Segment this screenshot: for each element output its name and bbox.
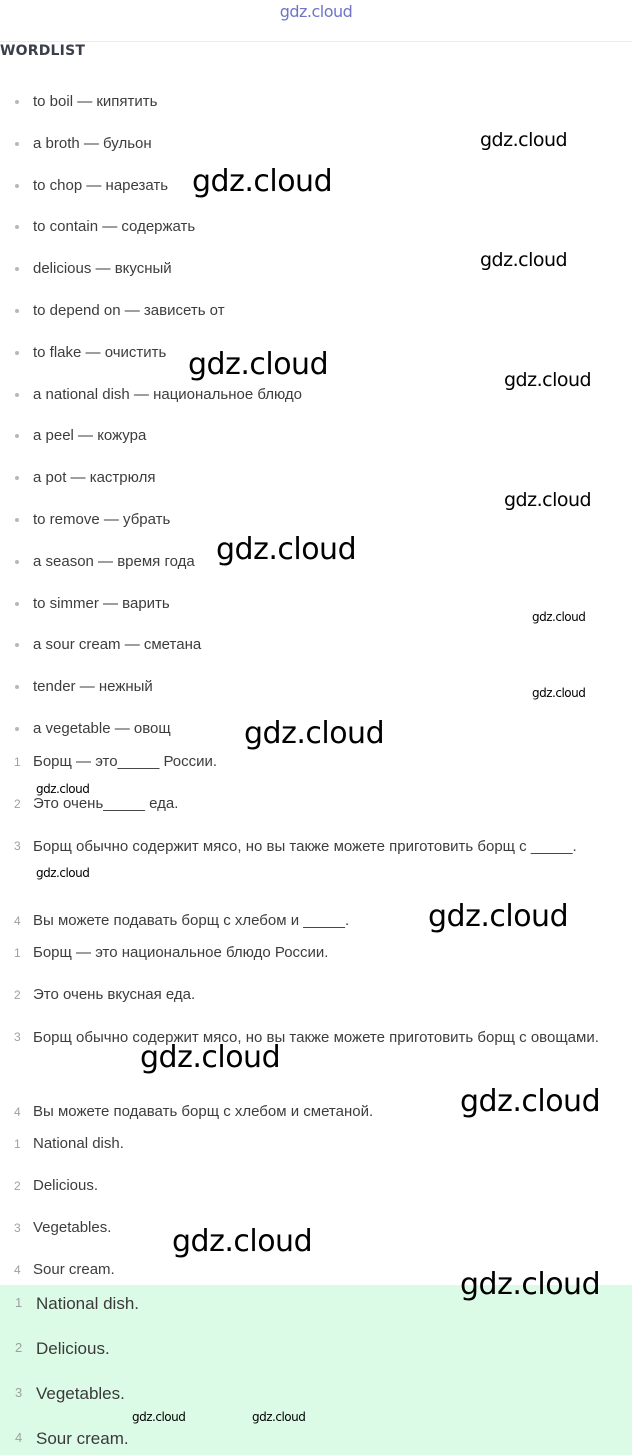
bullet-icon (15, 309, 19, 313)
wordlist-item: a peel — кожура (0, 415, 632, 457)
watermark: gdz.cloud (36, 866, 90, 880)
wordlist-item: to chop — нарезать (0, 165, 632, 207)
bullet-icon (15, 142, 19, 146)
bullet-icon (15, 184, 19, 188)
bullet-icon (15, 100, 19, 104)
watermark: gdz.cloud (192, 164, 333, 199)
wordlist-item: a broth — бульон (0, 123, 632, 165)
watermark: gdz.cloud (504, 369, 592, 391)
watermark: gdz.cloud (532, 686, 586, 700)
watermark: gdz.cloud (36, 782, 90, 796)
wordlist-heading: WORDLIST (0, 43, 86, 59)
wordlist-item: a season — время года (0, 541, 632, 583)
wordlist-item: to remove — убрать (0, 499, 632, 541)
bullet-icon (15, 518, 19, 522)
bullet-icon (15, 727, 19, 731)
watermark: gdz.cloud (532, 610, 586, 624)
watermark: gdz.cloud (480, 129, 568, 151)
wordlist-item: to depend on — зависеть от (0, 290, 632, 332)
bullet-icon (15, 351, 19, 355)
bullet-icon (15, 643, 19, 647)
answer-highlight-block: 1 National dish. 2 Delicious. 3 Vegetables. 4 Sour cream. (0, 1285, 632, 1455)
watermark: gdz.cloud (480, 249, 568, 271)
bullet-icon (15, 225, 19, 229)
wordlist-item: tender — нежный (0, 666, 632, 708)
watermark: gdz.cloud (428, 899, 569, 934)
bullet-icon (15, 393, 19, 397)
watermark: gdz.cloud (172, 1224, 313, 1259)
watermark: gdz.cloud (216, 532, 357, 567)
site-logo[interactable]: gdz.cloud (279, 2, 353, 21)
wordlist-item: a vegetable — овощ (0, 708, 632, 750)
watermark: gdz.cloud (132, 1410, 186, 1424)
bullet-icon (15, 602, 19, 606)
watermark: gdz.cloud (460, 1084, 601, 1119)
wordlist-item: to simmer — варить (0, 583, 632, 625)
bullet-icon (15, 476, 19, 480)
wordlist-item: a pot — кастрюля (0, 457, 632, 499)
bullet-icon (15, 267, 19, 271)
wordlist-item: to contain — содержать (0, 206, 632, 248)
wordlist-item: a national dish — национальное блюдо (0, 374, 632, 416)
watermark: gdz.cloud (460, 1267, 601, 1302)
wordlist-item: to boil — кипятить (0, 81, 632, 123)
wordlist-item: a sour cream — сметана (0, 624, 632, 666)
watermark: gdz.cloud (252, 1410, 306, 1424)
watermark: gdz.cloud (140, 1040, 281, 1075)
wordlist-item: delicious — вкусный (0, 248, 632, 290)
header-divider (0, 41, 632, 42)
bullet-icon (15, 685, 19, 689)
bullet-icon (15, 560, 19, 564)
watermark: gdz.cloud (188, 347, 329, 382)
watermark: gdz.cloud (504, 489, 592, 511)
wordlist-item: to flake — очистить (0, 332, 632, 374)
watermark: gdz.cloud (244, 716, 385, 751)
bullet-icon (15, 434, 19, 438)
